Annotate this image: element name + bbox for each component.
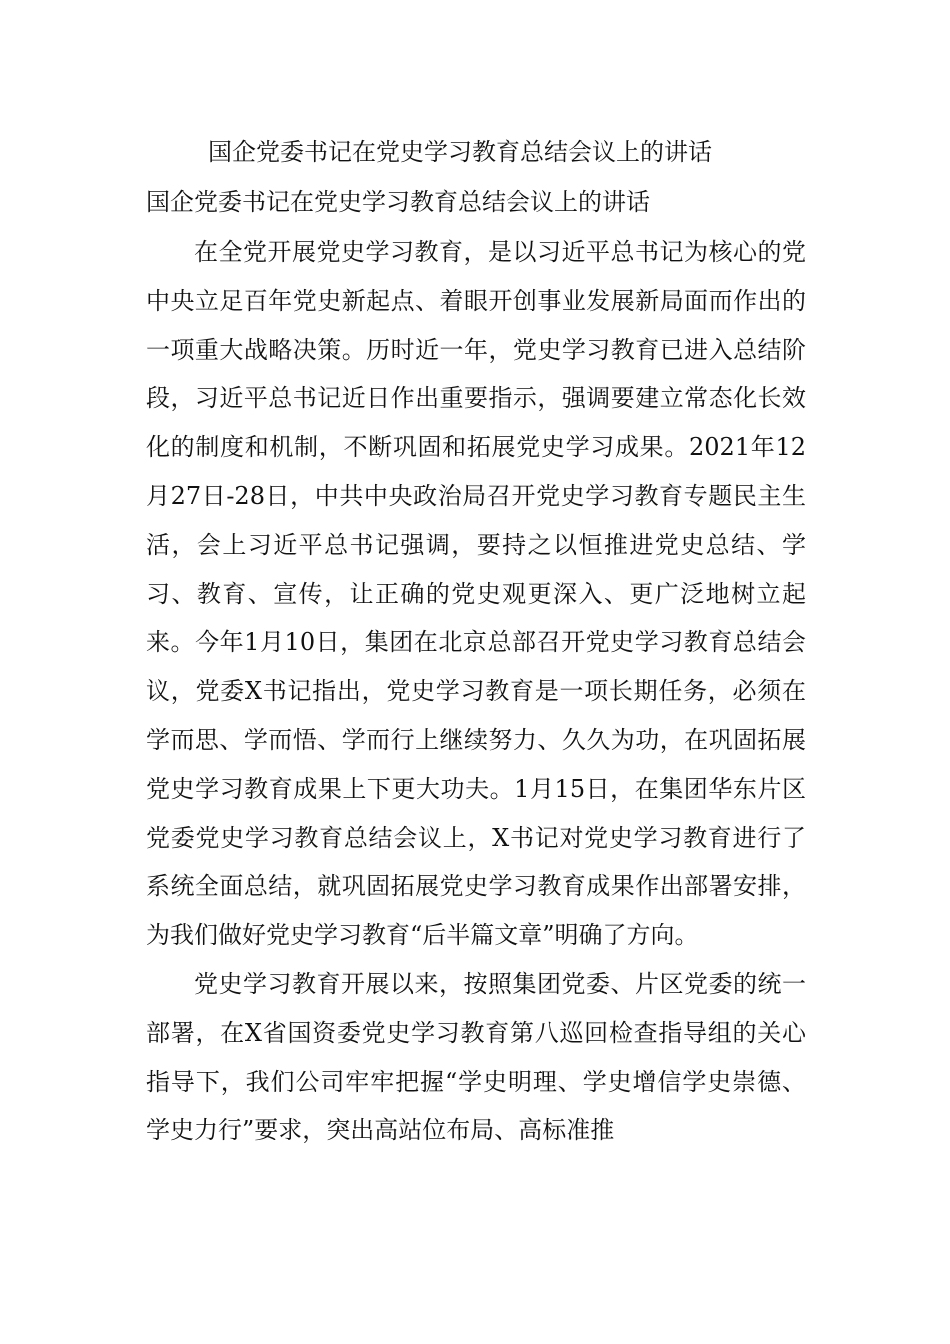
document-body	[146, 228, 806, 1155]
document-title: 国企党委书记在党史学习教育总结会议上的讲话	[208, 138, 712, 166]
document-subtitle: 国企党委书记在党史学习教育总结会议上的讲话	[146, 188, 650, 216]
paragraph-2: 党史学习教育开展以来，按照集团党委、片区党委的统一部署，在X省国资委党史学习教育第八巡回检查指导组的关心指导下，我们公司牢牢把握“学史明理、学史增信学史崇德、学史力行”要求，突出高站位布局、高标准推	[146, 969, 806, 1145]
paragraph-1: 在全党开展党史学习教育，是以习近平总书记为核心的党中央立足百年党史新起点、着眼开创事业发展新局面而作出的一项重大战略决策。历时近一年，党史学习教育已进入总结阶段，习近平总书记近日作出重要指示，强调要建立常态化长效化的制度和机制，不断巩固和拓展党史学习成果。2021年12月27日-28日，中共中央政治局召开党史学习教育专题民主生活，会上习近平总书记强调，要持之以恒推进党史总结、学习、教育、宣传，让正确的党史观更深入、更广泛地树立起来。今年1月10日，集团在北京总部召开党史学习教育总结会议，党委X书记指出，党史学习教育是一项长期任务，必须在学而思、学而悟、学而行上继续努力、久久为功，在巩固拓展党史学习教育成果上下更大功夫。1月15日，在集团华东片区党委党史学习教育总结会议上，X书记对党史学习教育进行了系统全面总结，就巩固拓展党史学习教育成果作出部署安排，为我们做好党史学习教育“后半篇文章”明确了方向。	[146, 238, 806, 950]
